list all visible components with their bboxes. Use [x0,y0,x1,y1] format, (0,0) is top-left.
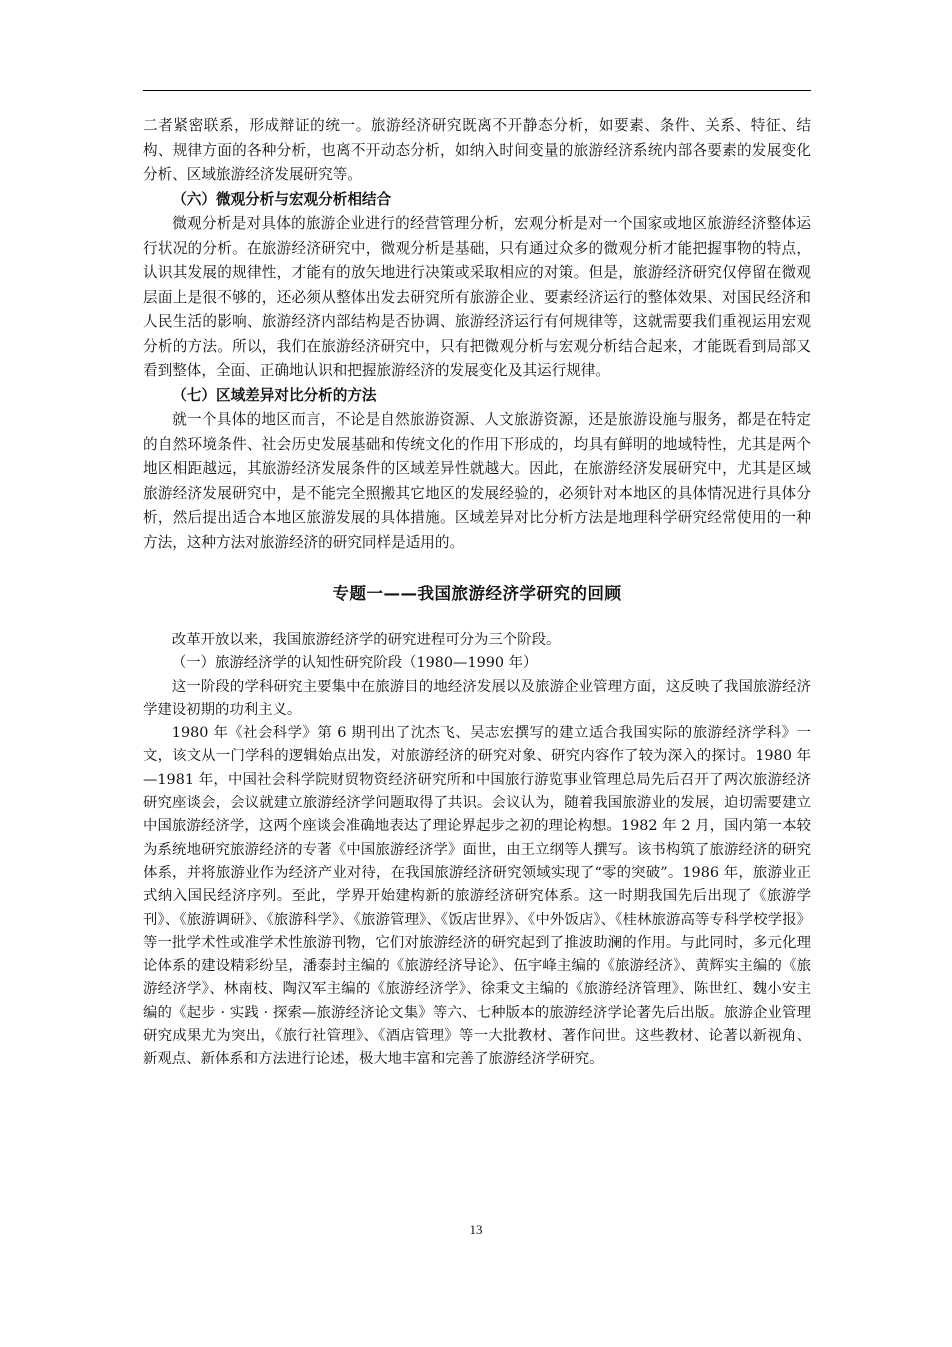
stage1-heading: （一）旅游经济学的认知性研究阶段（1980—1990 年） [171,655,538,672]
paragraph-continuation: 二者紧密联系，形成辩证的统一。旅游经济研究既离不开静态分析，如要素、条件、关系、特征、结构、规律方面的各种分析，也离不开动态分析，如纳入时间变量的旅游经济系统内部各要素的发展变化分析、区域旅游经济发展研究等。 [143,117,811,183]
header-rule [143,90,811,91]
paragraph-stage1: 这一阶段的学科研究主要集中在旅游目的地经济发展以及旅游企业管理方面，这反映了我国旅游经济学建设初期的功利主义。 [143,678,811,718]
main-text [143,114,811,1072]
paragraph-1980: 1980 年《社会科学》第 6 期刊出了沈杰飞、吴志宏撰写的建立适合我国实际的旅游经济学科》一文，该文从一门学科的逻辑始点出发，对旅游经济的研究对象、研究内容作了较为深入的探讨。1980 年—1981 年，中国社会科学院财贸物资经济研究所和中国旅行游览事业管理总局先后召开了两次旅游经济研究座谈会，会议就建立旅游经济学问题取得了共识。会议认为，随着我国旅游业的发展，迫切需要建立中国旅游经济学，这两个座谈会准确地表达了理论界起步之初的理论构想。1982 年 2 月，国内第一本较为系统地研究旅游经济的专著《中国旅游经济学》面世，由王立纲等人撰写。该书构筑了旅游经济的研究体系，并将旅游业作为经济产业对待，在我国旅游经济研究领域实现了“零的突破”。1986 年，旅游业正式纳入国民经济序列。至此，学界开始建构新的旅游经济研究体系。这一时期我国先后出现了《旅游学刊》、《旅游调研》、《旅游科学》、《旅游管理》、《饭店世界》、《中外饭店》、《桂林旅游高等专科学校学报》等一批学术性或准学术性旅游刊物，它们对旅游经济的研究起到了推波助澜的作用。与此同时，多元化理论体系的建设精彩纷呈，潘泰封主编的《旅游经济导论》、伍宇峰主编的《旅游经济》、黄辉实主编的《旅游经济学》、林南枝、陶汉军主编的《旅游经济学》、徐秉文主编的《旅游经济管理》、陈世红、魏小安主编的《起步 · 实践 · 探索—旅游经济论文集》等六、七种版本的旅游经济学论著先后出版。旅游企业管理研究成果尤为突出，《旅行社管理》、《酒店管理》等一大批教材、著作问世。这些教材、论著以新视角、新观点、新体系和方法进行论述，极大地丰富和完善了旅游经济学研究。 [143,725,811,1068]
page-number: 13 [469,1222,483,1237]
paragraph-topic-intro: 改革开放以来，我国旅游经济学的研究进程可分为三个阶段。 [171,632,561,648]
section-heading-7: （七）区域差异对比分析的方法 [172,386,377,404]
paragraph-regional-difference: 就一个具体的地区而言，不论是自然旅游资源、人文旅游资源，还是旅游设施与服务，都是在特定的自然环境条件、社会历史发展基础和传统文化的作用下形成的，均具有鲜明的地域特性，尤其是两个地区相距越远，其旅游经济发展条件的区域差异性就越大。因此，在旅游经济发展研究中，尤其是区域旅游经济发展研究中，是不能完全照搬其它地区的发展经验的，必须针对本地区的具体情况进行具体分析，然后提出适合本地区旅游发展的具体措施。区域差异对比分析方法是地理科学研究经常使用的一种方法，这种方法对旅游经济的研究同样是适用的。 [143,411,811,551]
topic-title: 专题一——我国旅游经济学研究的回顾 [332,584,622,603]
section-heading-6: （六）微观分析与宏观分析相结合 [172,190,392,208]
paragraph-micro-macro: 微观分析是对具体的旅游企业进行的经营管理分析，宏观分析是对一个国家或地区旅游经济整体运行状况的分析。在旅游经济研究中，微观分析是基础，只有通过众多的微观分析才能把握事物的特点，认识其发展的规律性，才能有的放矢地进行决策或采取相应的对策。但是，旅游经济研究仅停留在微观层面上是很不够的，还必须从整体出发去研究所有旅游企业、要素经济运行的整体效果、对国民经济和人民生活的影响、旅游经济内部结构是否协调、旅游经济运行有何规律等，这就需要我们重视运用宏观分析的方法。所以，我们在旅游经济研究中，只有把微观分析与宏观分析结合起来，才能既看到局部又看到整体，全面、正确地认识和把握旅游经济的发展变化及其运行规律。 [143,215,811,379]
